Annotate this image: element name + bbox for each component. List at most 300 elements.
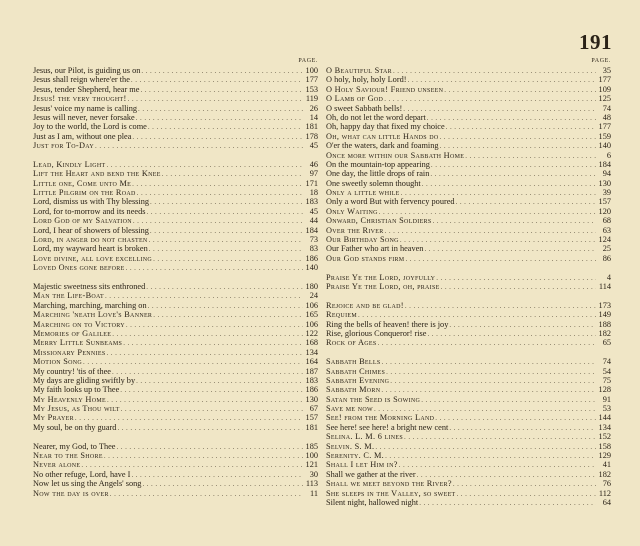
dot-leader — [138, 105, 303, 114]
hymn-page-number: 183 — [305, 197, 318, 207]
hymn-page-number: 165 — [305, 310, 318, 320]
index-entry — [33, 489, 318, 498]
dot-leader — [112, 368, 303, 377]
hymn-title: My faith looks up to Thee — [33, 385, 120, 395]
hymn-title: My days are gliding swiftly by — [33, 375, 136, 385]
hymn-title: Marching 'neath Love's Banner — [33, 310, 153, 320]
dot-leader — [121, 405, 303, 414]
dot-leader — [142, 480, 303, 489]
hymn-page-number: 182 — [598, 328, 611, 338]
dot-leader — [375, 443, 596, 452]
hymn-title: O sweet Sabbath bells! — [326, 103, 403, 113]
hymn-title: My country! 'tis of thee — [33, 366, 111, 376]
index-entry — [33, 460, 318, 469]
hymn-page-number: 187 — [305, 366, 318, 376]
dot-leader — [106, 349, 303, 358]
hymn-title: Praise Ye the Lord, oh, praise — [326, 281, 440, 291]
index-entry — [33, 216, 318, 225]
hymn-page-number: 100 — [305, 66, 318, 75]
hymn-page-number: 157 — [305, 413, 318, 423]
hymn-title: Sabbath Morn — [326, 385, 381, 395]
hymn-title: Lord God of my Salvation — [33, 216, 132, 226]
hymn-page-number: 184 — [305, 225, 318, 235]
dot-leader — [449, 424, 596, 433]
index-entry — [326, 320, 611, 329]
index-entry — [326, 282, 611, 291]
index-entry — [33, 479, 318, 488]
index-entry — [326, 432, 611, 441]
hymn-title: Marching on to Victory — [33, 319, 125, 329]
index-entry — [326, 141, 611, 150]
index-entry — [326, 451, 611, 460]
hymn-page-number: 6 — [606, 150, 611, 160]
hymn-page-number: 75 — [602, 375, 611, 385]
hymn-title: Save me now — [326, 404, 373, 414]
index-entry — [326, 470, 611, 479]
dot-leader — [405, 302, 596, 311]
dot-leader — [149, 245, 303, 254]
hymn-title: Nearer, my God, to Thee — [33, 441, 116, 451]
index-entry — [33, 122, 318, 131]
dot-leader — [148, 302, 303, 311]
hymn-title: See here! see here! a bright new cent — [326, 422, 449, 432]
dot-leader — [120, 386, 303, 395]
index-entry — [326, 442, 611, 451]
dot-leader — [153, 311, 303, 320]
index-entry — [33, 395, 318, 404]
hymn-page-number: 168 — [305, 338, 318, 348]
dot-leader — [131, 76, 303, 85]
hymn-page-number: 121 — [305, 460, 318, 470]
hymn-page-number: 120 — [598, 206, 611, 216]
index-entry — [33, 104, 318, 113]
dot-leader — [148, 123, 303, 132]
index-entry — [33, 197, 318, 206]
dot-leader — [456, 198, 596, 207]
index-entry — [326, 301, 611, 310]
index-entry — [33, 132, 318, 141]
index-entry — [326, 423, 611, 432]
hymn-page-number: 164 — [305, 357, 318, 367]
index-entry — [326, 404, 611, 413]
hymn-title: Rock of Ages — [326, 338, 377, 348]
dot-leader — [404, 433, 596, 442]
group-separator — [326, 291, 611, 300]
index-entry — [326, 235, 611, 244]
hymn-page-number: 153 — [305, 84, 318, 94]
dot-leader — [117, 424, 303, 433]
index-entry — [33, 169, 318, 178]
hymn-page-number: 128 — [598, 385, 611, 395]
hymn-title: Jesus shall reign where'er the — [33, 75, 130, 85]
hymn-title: Now the day is over — [33, 488, 109, 498]
hymn-page-number: 177 — [598, 75, 611, 85]
hymn-page-number: 35 — [602, 66, 611, 75]
index-entry — [33, 235, 318, 244]
index-entry — [326, 207, 611, 216]
dot-leader — [150, 227, 303, 236]
hymn-page-number: 83 — [309, 244, 318, 254]
index-entry — [326, 94, 611, 103]
hymn-title: Lord, I hear of showers of blessing — [33, 225, 149, 235]
dot-leader — [435, 414, 596, 423]
hymn-title: Onward, Christian Soldiers — [326, 216, 432, 226]
hymn-page-number: 180 — [305, 281, 318, 291]
index-entry — [326, 122, 611, 131]
dot-leader — [146, 283, 303, 292]
index-entry — [326, 169, 611, 178]
hymn-page-number: 18 — [309, 188, 318, 198]
index-entry — [326, 367, 611, 376]
hymn-page-number: 119 — [305, 94, 318, 104]
dot-leader — [378, 339, 597, 348]
index-entry — [326, 75, 611, 84]
index-entry — [33, 404, 318, 413]
hymn-page-number: 181 — [305, 422, 318, 432]
hymn-title: Little one, Come unto Me — [33, 178, 132, 188]
hymn-title: Lord, in anger do not chasten — [33, 235, 148, 245]
page-column-header: PAGE. — [591, 58, 611, 64]
hymn-title: O'er the waters, dark and foaming — [326, 141, 439, 151]
page-column-header: PAGE. — [298, 58, 318, 64]
dot-leader — [393, 67, 596, 76]
hymn-title: Lord, my wayward heart is broken — [33, 244, 148, 254]
hymn-page-number: 122 — [305, 328, 318, 338]
hymn-title: Our God stands firm — [326, 253, 405, 263]
hymn-page-number: 113 — [305, 479, 318, 489]
hymn-title: Oh, happy day that fixed my choice — [326, 122, 445, 132]
dot-leader — [444, 86, 596, 95]
index-entry — [33, 75, 318, 84]
dot-leader — [427, 330, 596, 339]
dot-leader — [403, 105, 596, 114]
index-entry — [326, 489, 611, 498]
hymn-title: O Holy Saviour! Friend unseen — [326, 84, 444, 94]
hymn-title: Now let us sing the Angels' song — [33, 479, 142, 489]
hymn-page-number: 54 — [602, 366, 611, 376]
hymn-title: Once more within our Sabbath Home — [326, 150, 465, 160]
index-entry — [326, 395, 611, 404]
dot-leader — [385, 227, 596, 236]
dot-leader — [427, 114, 596, 123]
hymn-page-number: 11 — [310, 488, 318, 498]
index-entry — [33, 470, 318, 479]
hymn-title: Never alone — [33, 460, 81, 470]
dot-leader — [123, 339, 303, 348]
index-entry — [33, 85, 318, 94]
hymn-page-number: 64 — [602, 497, 611, 507]
dot-leader — [136, 377, 303, 386]
index-entry — [33, 442, 318, 451]
hymn-title: Man the Life-Boat — [33, 291, 104, 301]
index-entry — [33, 226, 318, 235]
hymn-page-number: 186 — [305, 253, 318, 263]
hymn-page-number: 183 — [305, 375, 318, 385]
hymn-title: See! from the Morning Land — [326, 413, 435, 423]
hymn-page-number: 140 — [305, 263, 318, 273]
index-entry — [33, 413, 318, 422]
hymn-page-number: 74 — [602, 103, 611, 113]
dot-leader — [430, 170, 596, 179]
hymn-page-number: 188 — [598, 319, 611, 329]
index-entry — [326, 151, 611, 160]
index-entry — [326, 479, 611, 488]
dot-leader — [381, 358, 596, 367]
hymn-title: Jesus' voice my name is calling — [33, 103, 138, 113]
index-entry — [33, 188, 318, 197]
dot-leader — [384, 95, 596, 104]
hymn-page-number: 76 — [602, 479, 611, 489]
dot-leader — [399, 461, 596, 470]
dot-leader — [431, 161, 596, 170]
hymn-page-number: 68 — [602, 216, 611, 226]
hymn-page-number: 134 — [305, 347, 318, 357]
dot-leader — [107, 396, 303, 405]
dot-leader — [116, 443, 303, 452]
index-entry — [326, 160, 611, 169]
group-separator — [33, 273, 318, 282]
hymn-page-number: 46 — [309, 159, 318, 169]
hymn-page-number: 114 — [598, 281, 611, 291]
index-entry — [33, 113, 318, 122]
hymn-title: Shall I let Him in? — [326, 460, 398, 470]
dot-leader — [146, 208, 303, 217]
hymn-title: Just for To-Day — [33, 141, 95, 151]
hymn-title: Loved Ones gone before — [33, 263, 125, 273]
hymn-title: O Beautiful Star — [326, 66, 392, 75]
dot-leader — [137, 189, 303, 198]
dot-leader — [141, 67, 303, 76]
dot-leader — [419, 499, 596, 508]
hymn-page-number: 67 — [309, 404, 318, 414]
dot-leader — [436, 274, 596, 283]
dot-leader — [83, 358, 303, 367]
hymn-title: Only a word But with fervency poured — [326, 197, 455, 207]
hymn-page-number: 173 — [598, 300, 611, 310]
index-entry — [326, 179, 611, 188]
hymn-title: Majestic sweetness sits enthroned — [33, 281, 146, 291]
hymn-page-number: 91 — [602, 394, 611, 404]
index-entry — [33, 254, 318, 263]
hymn-title: Oh, do not let the word depart — [326, 112, 426, 122]
dot-leader — [128, 95, 303, 104]
dot-leader — [421, 396, 596, 405]
hymn-page-number: 178 — [305, 131, 318, 141]
hymn-title: Sabbath Evening — [326, 375, 390, 385]
dot-leader — [126, 321, 303, 330]
index-entry — [326, 226, 611, 235]
hymn-title: Ring the bells of heaven! there is joy — [326, 319, 449, 329]
dot-leader — [126, 264, 303, 273]
hymn-title: No other refuge, Lord, have I — [33, 469, 131, 479]
dot-leader — [95, 142, 303, 151]
hymn-title: Selina. L. M. 6 lines — [326, 432, 404, 442]
dot-leader — [153, 255, 303, 264]
hymn-page-number: 185 — [305, 441, 318, 451]
dot-leader — [405, 255, 596, 264]
dot-leader — [131, 471, 303, 480]
page-number: 191 — [579, 30, 612, 54]
hymn-title: Only Waiting — [326, 206, 378, 216]
hymn-title: Silent night, hallowed night — [326, 497, 419, 507]
dot-leader — [150, 198, 303, 207]
index-entry — [33, 310, 318, 319]
index-entry — [326, 376, 611, 385]
index-entry — [33, 179, 318, 188]
hymn-page-number: 100 — [305, 451, 318, 461]
hymn-page-number: 41 — [602, 460, 611, 470]
dot-leader — [149, 236, 303, 245]
hymn-title: My Heavenly Home — [33, 394, 106, 404]
hymn-title: On the mountain-top appearing — [326, 159, 430, 169]
hymn-page-number: 24 — [309, 291, 318, 301]
hymn-title: Only a little while — [326, 188, 400, 198]
index-entry — [33, 66, 318, 75]
index-entry — [326, 188, 611, 197]
hymn-title: Lord, dismiss us with Thy blessing — [33, 197, 150, 207]
hymn-page-number: 53 — [602, 404, 611, 414]
hymn-title: Lord, for to-morrow and its needs — [33, 206, 146, 216]
hymn-page-number: 130 — [305, 394, 318, 404]
index-entry — [33, 291, 318, 300]
hymn-title: Requiem — [326, 310, 357, 320]
hymn-page-number: 14 — [309, 112, 318, 122]
index-entry — [326, 104, 611, 113]
dot-leader — [112, 330, 303, 339]
hymn-title: She sleeps in the Valley, so sweet — [326, 488, 456, 498]
index-column-right — [326, 57, 611, 507]
hymn-page-number: 152 — [598, 432, 611, 442]
hymn-title: Lift the Heart and bend the Knee — [33, 169, 161, 179]
dot-leader — [457, 490, 597, 499]
dot-leader — [386, 368, 596, 377]
hymn-title: Rejoice and be glad! — [326, 300, 404, 310]
hymn-title: Rise, glorious Conqueror! rise — [326, 328, 427, 338]
hymn-page-number: 25 — [602, 244, 611, 254]
hymn-page-number: 134 — [598, 422, 611, 432]
index-entry — [33, 160, 318, 169]
hymn-page-number: 158 — [598, 441, 611, 451]
hymn-title: Satan the Seed is Sowing — [326, 394, 421, 404]
index-entry — [326, 113, 611, 122]
hymn-title: Missionary Pennies — [33, 347, 106, 357]
hymn-page-number: 149 — [598, 310, 611, 320]
dot-leader — [110, 490, 303, 499]
dot-leader — [132, 180, 303, 189]
hymn-page-number: 130 — [598, 178, 611, 188]
hymn-title: Jesus, tender Shepherd, hear me — [33, 84, 140, 94]
hymn-title: Praise Ye the Lord, joyfully — [326, 272, 436, 282]
index-entry — [33, 376, 318, 385]
index-entry — [33, 320, 318, 329]
index-entry — [33, 94, 318, 103]
dot-leader — [132, 133, 303, 142]
hymn-page-number: 45 — [309, 141, 318, 151]
hymn-title: Near to the Shore — [33, 451, 103, 461]
index-entry — [326, 329, 611, 338]
group-separator — [33, 151, 318, 160]
hymn-title: Merry Little Sunbeams — [33, 338, 123, 348]
hymn-title: Our Birthday Song — [326, 235, 399, 245]
index-entry — [326, 244, 611, 253]
hymn-title: O holy, holy, holy Lord! — [326, 75, 407, 85]
hymn-page-number: 186 — [305, 385, 318, 395]
hymn-page-number: 112 — [598, 488, 611, 498]
hymn-title: One sweetly solemn thought — [326, 178, 421, 188]
index-entry — [33, 263, 318, 272]
dot-leader — [424, 245, 596, 254]
hymn-page-number: 109 — [598, 84, 611, 94]
hymn-title: Jesus, our Pilot, is guiding us on — [33, 66, 141, 75]
hymn-title: Jesus will never, never forsake — [33, 112, 135, 122]
hymn-page-number: 4 — [606, 272, 611, 282]
hymn-page-number: 144 — [598, 413, 611, 423]
dot-leader — [136, 114, 303, 123]
dot-leader — [133, 217, 303, 226]
index-entry — [326, 498, 611, 507]
hymn-title: Serenity. C. M. — [326, 451, 385, 461]
index-entry — [326, 338, 611, 347]
hymn-title: Shall we gather at the river — [326, 469, 416, 479]
hymn-page-number: 86 — [602, 253, 611, 263]
hymn-page-number: 44 — [309, 216, 318, 226]
hymn-page-number: 157 — [598, 197, 611, 207]
hymn-page-number: 26 — [309, 103, 318, 113]
dot-leader — [439, 133, 596, 142]
hymn-title: Sabbath Bells — [326, 357, 381, 367]
hymn-page-number: 73 — [309, 235, 318, 245]
hymn-title: One day, the little drops of rain — [326, 169, 430, 179]
hymn-title: My soul, be on thy guard — [33, 422, 117, 432]
dot-leader — [385, 452, 596, 461]
hymn-title: Joy to the world, the Lord is come — [33, 122, 147, 132]
group-separator — [326, 348, 611, 357]
index-entry — [33, 244, 318, 253]
index-entry — [326, 273, 611, 282]
index-entry — [33, 451, 318, 460]
hymn-title: Jesus! the very thought! — [33, 94, 127, 104]
index-entry — [33, 141, 318, 150]
dot-leader — [104, 452, 303, 461]
hymn-title: Motion Song — [33, 357, 83, 367]
hymn-page-number: 124 — [598, 235, 611, 245]
index-column-left — [33, 57, 318, 498]
index-entry — [33, 329, 318, 338]
hymn-title: Little Pilgrim on the Road — [33, 188, 136, 198]
index-entry — [33, 207, 318, 216]
index-entry — [33, 338, 318, 347]
dot-leader — [449, 321, 596, 330]
index-entry — [33, 367, 318, 376]
dot-leader — [390, 377, 596, 386]
index-entry — [33, 282, 318, 291]
hymn-page-number: 171 — [305, 178, 318, 188]
hymn-page-number: 177 — [598, 122, 611, 132]
hymn-page-number: 63 — [602, 225, 611, 235]
hymn-page-number: 181 — [305, 122, 318, 132]
group-separator — [33, 432, 318, 441]
hymn-title: Oh, what can little Hands do — [326, 131, 439, 141]
hymn-page-number: 129 — [598, 451, 611, 461]
index-entry — [326, 385, 611, 394]
hymn-title: Selvin. S. M. — [326, 441, 375, 451]
hymn-title: Our Father who art in heaven — [326, 244, 424, 254]
index-entry — [326, 310, 611, 319]
group-separator — [326, 263, 611, 272]
index-entry — [326, 413, 611, 422]
hymn-title: Just as I am, without one plea — [33, 131, 132, 141]
dot-leader — [446, 123, 596, 132]
